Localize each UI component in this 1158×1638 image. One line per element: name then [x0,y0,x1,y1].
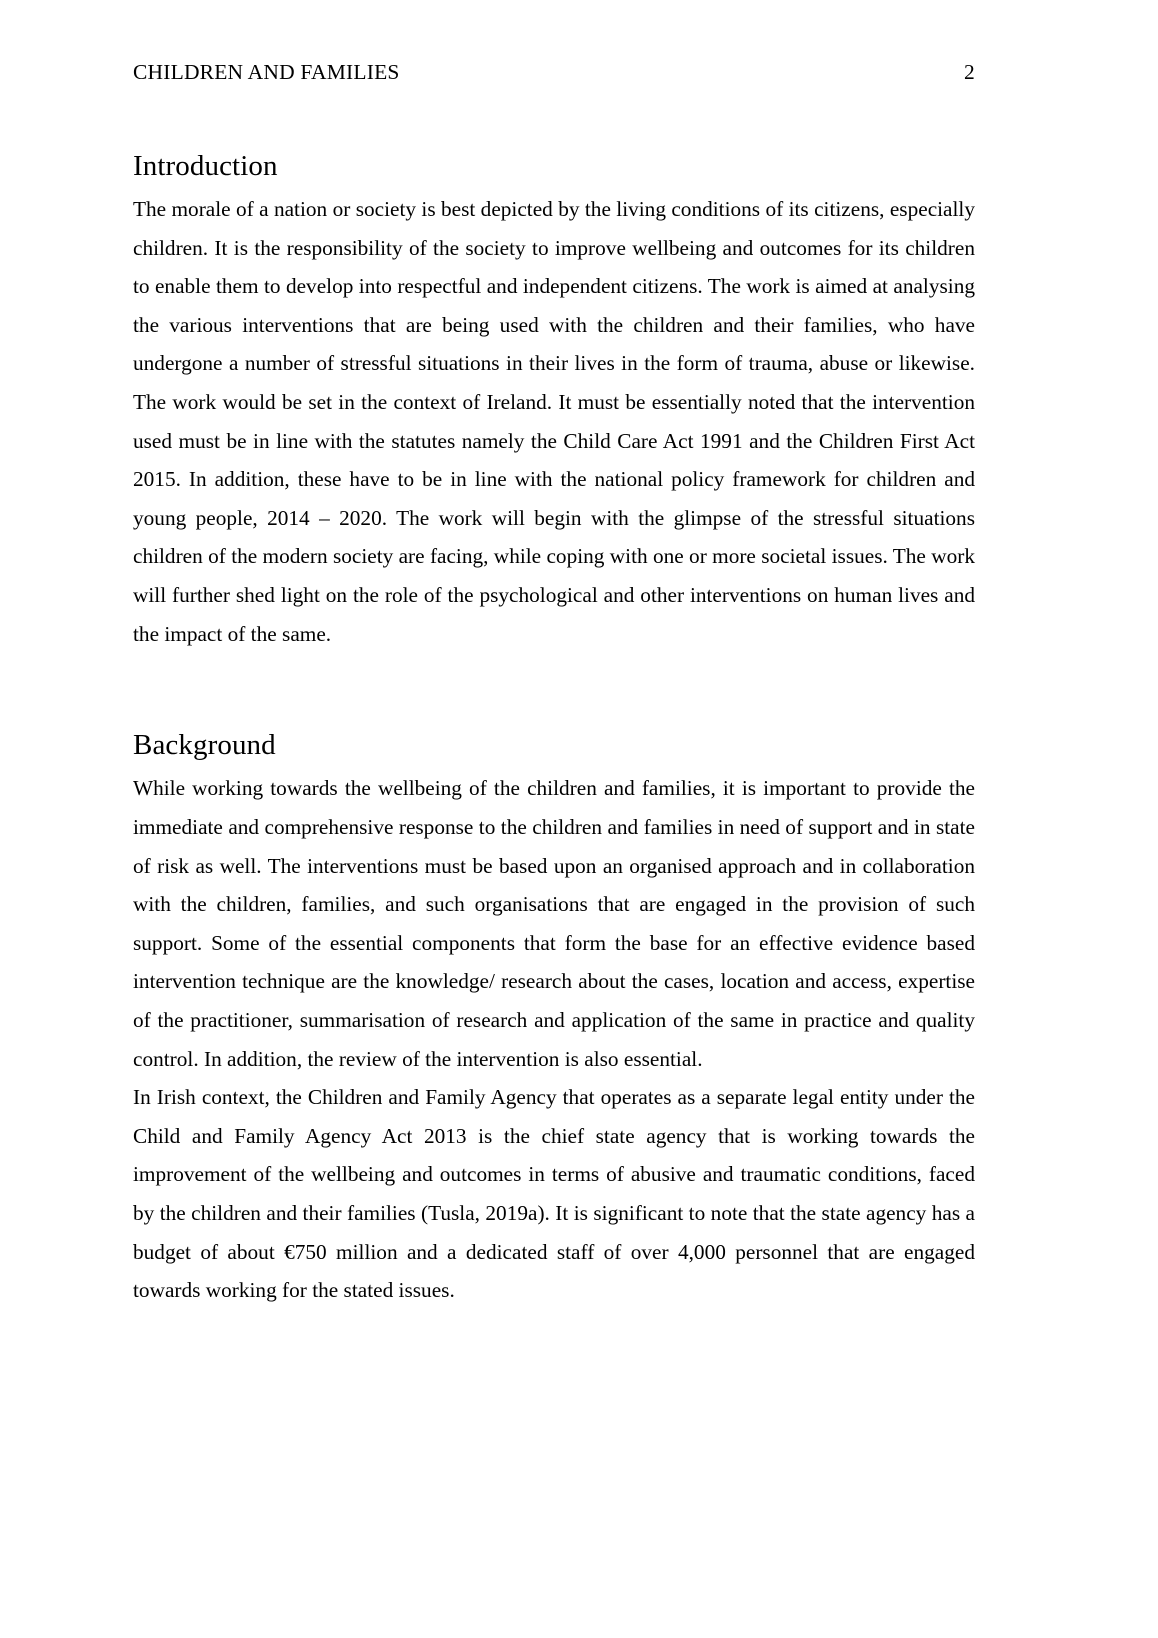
paragraph-introduction-1: The morale of a nation or society is best depicted by the living conditions of its citizens, especially children. It is the responsibility of the society to improve wellbeing and outcomes for its children to enable them to develop into respectful and independent citizens. The work is aimed at analysing the various interventions that are being used with the children and their families, who have undergone a number of stressful situations in their lives in the form of trauma, abuse or likewise. The work would be set in the context of Ireland. It must be essentially noted that the intervention used must be in line with the statutes namely the Child Care Act 1991 and the Children First Act 2015. In addition, these have to be in line with the national policy framework for children and young people, 2014 – 2020. The work will begin with the glimpse of the stressful situations children of the modern society are facing, while coping with one or more societal issues. The work will further shed light on the role of the psychological and other interventions on human lives and the impact of the same. [133,197,975,646]
section-heading-background: Background [133,729,276,762]
document-body [133,148,975,1310]
paragraph-background-1: While working towards the wellbeing of the children and families, it is important to provide the immediate and comprehensive response to the children and families in need of support and in state of risk as well. The interventions must be based upon an organised approach and in collaboration with the children, families, and such organisations that are engaged in the provision of such support. Some of the essential components that form the base for an effective evidence based intervention technique are the knowledge/ research about the cases, location and access, expertise of the practitioner, summarisation of research and application of the same in practice and quality control. In addition, the review of the intervention is also essential. [133,776,975,1071]
page-content-area [133,60,975,1310]
running-head-title: CHILDREN AND FAMILIES [133,60,400,84]
section-heading-introduction: Introduction [133,149,278,182]
running-header [133,60,975,86]
page-number: 2 [964,60,975,84]
paragraph-background-2: In Irish context, the Children and Family Agency that operates as a separate legal entity under the Child and Family Agency Act 2013 is the chief state agency that is working towards the improvement of the wellbeing and outcomes in terms of abusive and traumatic conditions, faced by the children and their families (Tusla, 2019a). It is significant to note that the state agency has a budget of about €750 million and a dedicated staff of over 4,000 personnel that are engaged towards working for the stated issues. [133,1085,975,1303]
